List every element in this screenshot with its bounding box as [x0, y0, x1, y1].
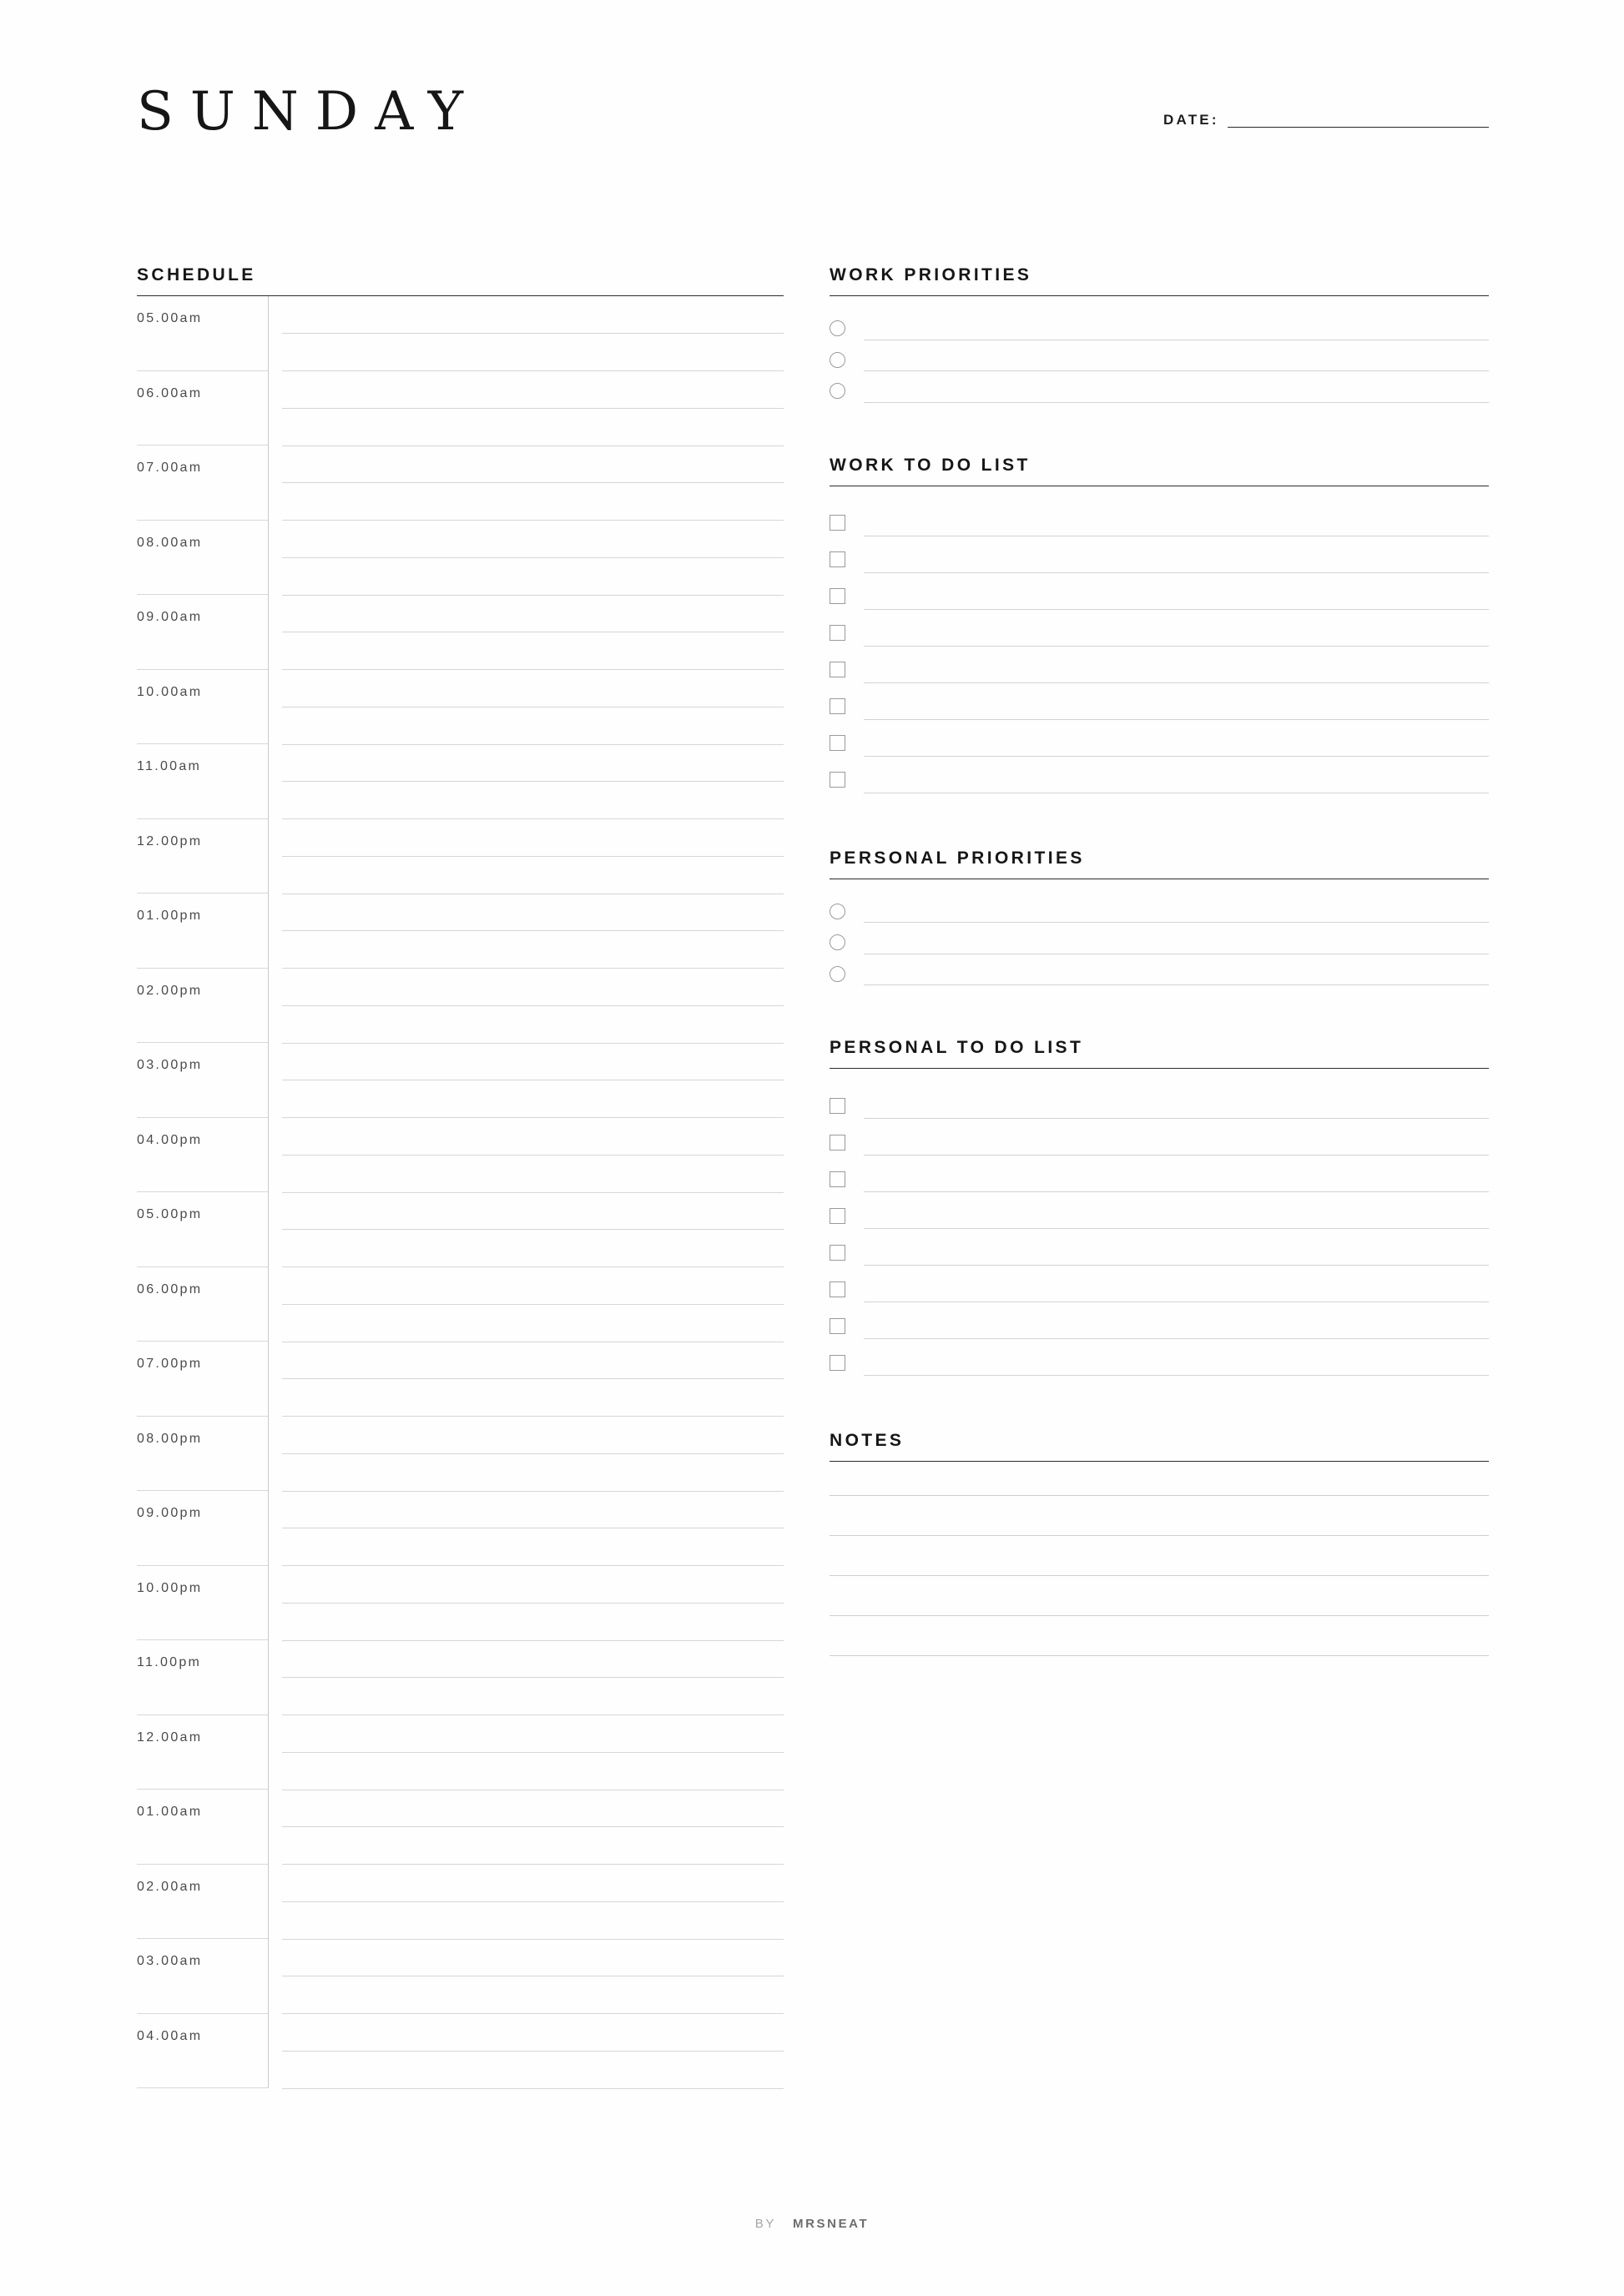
- schedule-entry-line[interactable]: [282, 1453, 784, 1454]
- todo-input-line[interactable]: [864, 572, 1489, 573]
- checkbox-icon[interactable]: [830, 662, 845, 677]
- schedule-row: [137, 1491, 784, 1566]
- schedule-row: [137, 595, 784, 670]
- work-todo-item[interactable]: [830, 688, 1489, 725]
- personal-priorities-list: [830, 896, 1489, 990]
- personal-todo-block: [830, 1038, 1489, 1381]
- todo-input-line[interactable]: [864, 1375, 1489, 1376]
- schedule-time-label: 11.00pm: [137, 1640, 269, 1715]
- priority-input-line[interactable]: [864, 984, 1489, 985]
- schedule-row: [137, 1715, 784, 1790]
- schedule-entry-field[interactable]: [269, 521, 784, 596]
- checkbox-icon[interactable]: [830, 1208, 845, 1224]
- checkbox-icon[interactable]: [830, 735, 845, 751]
- schedule-entry-line[interactable]: [282, 1155, 784, 1156]
- schedule-row: [137, 1640, 784, 1715]
- schedule-time-label: 02.00pm: [137, 969, 269, 1044]
- todo-input-line[interactable]: [864, 682, 1489, 683]
- schedule-time-label: 02.00am: [137, 1865, 269, 1940]
- checkbox-icon[interactable]: [830, 1281, 845, 1297]
- schedule-entry-line[interactable]: [282, 1378, 784, 1379]
- personal-todo-item[interactable]: [830, 1124, 1489, 1161]
- checkbox-icon[interactable]: [830, 1355, 845, 1371]
- radio-circle-icon[interactable]: [830, 352, 845, 368]
- schedule-entry-line[interactable]: [282, 557, 784, 558]
- schedule-entry-field[interactable]: [269, 595, 784, 670]
- checkbox-icon[interactable]: [830, 1245, 845, 1261]
- schedule-time-label: 05.00pm: [137, 1192, 269, 1267]
- notes-input-line[interactable]: [830, 1495, 1489, 1496]
- schedule-time-label: 09.00pm: [137, 1491, 269, 1566]
- priority-input-line[interactable]: [864, 370, 1489, 371]
- schedule-entry-line[interactable]: [282, 1677, 784, 1678]
- checkbox-icon[interactable]: [830, 588, 845, 604]
- checkbox-icon[interactable]: [830, 1318, 845, 1334]
- checkbox-icon[interactable]: [830, 625, 845, 641]
- schedule-entry-field[interactable]: [269, 1342, 784, 1417]
- schedule-entry-field[interactable]: [269, 1939, 784, 2014]
- schedule-entry-field[interactable]: [269, 1640, 784, 1715]
- footer: [0, 2217, 1624, 2231]
- schedule-entry-line[interactable]: [282, 482, 784, 483]
- todo-input-line[interactable]: [864, 646, 1489, 647]
- work-priority-item[interactable]: [830, 313, 1489, 345]
- work-priorities-heading: WORK PRIORITIES: [830, 265, 1489, 296]
- personal-todo-item[interactable]: [830, 1234, 1489, 1271]
- work-todo-list: [830, 505, 1489, 798]
- schedule-entry-line[interactable]: [282, 1901, 784, 1902]
- schedule-entry-line[interactable]: [282, 1826, 784, 1827]
- schedule-entry-field[interactable]: [269, 296, 784, 371]
- radio-circle-icon[interactable]: [830, 383, 845, 399]
- schedule-entry-field[interactable]: [269, 894, 784, 969]
- schedule-time-label: 05.00am: [137, 296, 269, 371]
- schedule-time-label: 10.00am: [137, 670, 269, 745]
- schedule-row: [137, 1417, 784, 1492]
- schedule-entry-line[interactable]: [282, 781, 784, 782]
- work-priority-item[interactable]: [830, 345, 1489, 376]
- todo-input-line[interactable]: [864, 1265, 1489, 1266]
- work-priority-item[interactable]: [830, 375, 1489, 407]
- todo-input-line[interactable]: [864, 1191, 1489, 1192]
- spacer: [830, 798, 1489, 848]
- footer-brand: MRSNEAT: [793, 2217, 870, 2231]
- spacer: [830, 1381, 1489, 1431]
- notes-heading: NOTES: [830, 1431, 1489, 1462]
- work-todo-item[interactable]: [830, 578, 1489, 615]
- checkbox-icon[interactable]: [830, 515, 845, 531]
- schedule-entry-line[interactable]: [282, 1603, 784, 1604]
- schedule-row: [137, 1118, 784, 1193]
- radio-circle-icon[interactable]: [830, 934, 845, 950]
- schedule-entry-line[interactable]: [282, 1005, 784, 1006]
- footer-prefix: BY: [754, 2217, 776, 2231]
- schedule-row: [137, 1192, 784, 1267]
- notes-input-line[interactable]: [830, 1535, 1489, 1536]
- schedule-time-label: 04.00am: [137, 2014, 269, 2089]
- personal-priority-item[interactable]: [830, 927, 1489, 959]
- date-label: DATE:: [1163, 112, 1219, 128]
- checkbox-icon[interactable]: [830, 772, 845, 788]
- personal-todo-item[interactable]: [830, 1087, 1489, 1124]
- schedule-entry-line[interactable]: [282, 1752, 784, 1753]
- schedule-time-label: 08.00pm: [137, 1417, 269, 1492]
- todo-input-line[interactable]: [864, 719, 1489, 720]
- schedule-time-label: 01.00am: [137, 1790, 269, 1865]
- checkbox-icon[interactable]: [830, 1171, 845, 1187]
- personal-todo-item[interactable]: [830, 1197, 1489, 1234]
- todo-input-line[interactable]: [864, 609, 1489, 610]
- notes-block: [830, 1431, 1489, 1656]
- notes-lines: [830, 1495, 1489, 1656]
- schedule-entry-line[interactable]: [282, 333, 784, 334]
- priority-input-line[interactable]: [864, 922, 1489, 923]
- personal-todo-item[interactable]: [830, 1307, 1489, 1344]
- schedule-entry-field[interactable]: [269, 2014, 784, 2089]
- personal-priority-item[interactable]: [830, 959, 1489, 990]
- personal-todo-item[interactable]: [830, 1271, 1489, 1307]
- work-priorities-list: [830, 313, 1489, 407]
- schedule-time-label: 10.00pm: [137, 1566, 269, 1641]
- lists-column: [830, 265, 1489, 1695]
- todo-input-line[interactable]: [864, 1155, 1489, 1156]
- work-todo-heading: WORK TO DO LIST: [830, 456, 1489, 486]
- schedule-row: [137, 1865, 784, 1940]
- schedule-row: [137, 1043, 784, 1118]
- schedule-entry-field[interactable]: [269, 744, 784, 819]
- personal-todo-heading: PERSONAL TO DO LIST: [830, 1038, 1489, 1069]
- work-todo-block: [830, 456, 1489, 798]
- schedule-row: [137, 446, 784, 521]
- schedule-row: [137, 521, 784, 596]
- personal-todo-item[interactable]: [830, 1344, 1489, 1381]
- schedule-row: [137, 1566, 784, 1641]
- schedule-row: [137, 969, 784, 1044]
- notes-input-line[interactable]: [830, 1575, 1489, 1576]
- schedule-entry-line[interactable]: [282, 856, 784, 857]
- checkbox-icon[interactable]: [830, 551, 845, 567]
- personal-priorities-heading: PERSONAL PRIORITIES: [830, 848, 1489, 879]
- spacer: [830, 989, 1489, 1038]
- schedule-time-label: 06.00pm: [137, 1267, 269, 1342]
- schedule-entry-field[interactable]: [269, 1118, 784, 1193]
- schedule-row: [137, 1790, 784, 1865]
- todo-input-line[interactable]: [864, 1338, 1489, 1339]
- schedule-entry-field[interactable]: [269, 1491, 784, 1566]
- checkbox-icon[interactable]: [830, 698, 845, 714]
- work-todo-item[interactable]: [830, 762, 1489, 798]
- schedule-time-label: 03.00pm: [137, 1043, 269, 1118]
- schedule-row: [137, 296, 784, 371]
- work-priorities-block: [830, 265, 1489, 407]
- work-todo-item[interactable]: [830, 725, 1489, 762]
- date-input-line[interactable]: [1228, 127, 1489, 128]
- schedule-row: [137, 1342, 784, 1417]
- schedule-time-label: 01.00pm: [137, 894, 269, 969]
- schedule-entry-field[interactable]: [269, 1192, 784, 1267]
- schedule-entry-field[interactable]: [269, 1267, 784, 1342]
- schedule-entry-line[interactable]: [282, 2088, 784, 2089]
- todo-input-line[interactable]: [864, 756, 1489, 757]
- schedule-entry-line[interactable]: [282, 1304, 784, 1305]
- schedule-entry-line[interactable]: [282, 1229, 784, 1230]
- schedule-entry-field[interactable]: [269, 670, 784, 745]
- todo-input-line[interactable]: [864, 1118, 1489, 1119]
- schedule-row: [137, 670, 784, 745]
- schedule-heading: SCHEDULE: [137, 265, 784, 296]
- schedule-row: [137, 1939, 784, 2014]
- schedule-time-label: 12.00am: [137, 1715, 269, 1790]
- schedule-time-label: 07.00pm: [137, 1342, 269, 1417]
- schedule-time-label: 12.00pm: [137, 819, 269, 894]
- personal-todo-list: [830, 1087, 1489, 1381]
- radio-circle-icon[interactable]: [830, 904, 845, 919]
- schedule-entry-field[interactable]: [269, 969, 784, 1044]
- schedule-row: [137, 744, 784, 819]
- schedule-time-label: 09.00am: [137, 595, 269, 670]
- page-title: SUNDAY: [137, 81, 480, 143]
- schedule-time-label: 07.00am: [137, 446, 269, 521]
- schedule-time-label: 04.00pm: [137, 1118, 269, 1193]
- schedule-entry-field[interactable]: [269, 1043, 784, 1118]
- work-todo-item[interactable]: [830, 652, 1489, 688]
- notes-input-line[interactable]: [830, 1615, 1489, 1616]
- radio-circle-icon[interactable]: [830, 966, 845, 982]
- checkbox-icon[interactable]: [830, 1098, 845, 1114]
- notes-input-line[interactable]: [830, 1655, 1489, 1656]
- schedule-list: [137, 296, 784, 2088]
- work-todo-item[interactable]: [830, 505, 1489, 541]
- page-header: [137, 73, 1489, 174]
- priority-input-line[interactable]: [864, 402, 1489, 403]
- schedule-entry-field[interactable]: [269, 1417, 784, 1492]
- schedule-entry-field[interactable]: [269, 1566, 784, 1641]
- todo-input-line[interactable]: [864, 1228, 1489, 1229]
- schedule-entry-field[interactable]: [269, 446, 784, 521]
- schedule-entry-field[interactable]: [269, 1790, 784, 1865]
- schedule-time-label: 08.00am: [137, 521, 269, 596]
- schedule-row: [137, 371, 784, 446]
- schedule-entry-line[interactable]: [282, 408, 784, 409]
- schedule-row: [137, 819, 784, 894]
- spacer: [830, 407, 1489, 456]
- schedule-entry-field[interactable]: [269, 371, 784, 446]
- schedule-time-label: 03.00am: [137, 1939, 269, 2014]
- personal-priority-item[interactable]: [830, 896, 1489, 928]
- schedule-time-label: 11.00am: [137, 744, 269, 819]
- date-field-group[interactable]: [1163, 112, 1489, 132]
- radio-circle-icon[interactable]: [830, 320, 845, 336]
- work-todo-item[interactable]: [830, 615, 1489, 652]
- schedule-time-label: 06.00am: [137, 371, 269, 446]
- schedule-column: [137, 265, 784, 2088]
- personal-todo-item[interactable]: [830, 1161, 1489, 1197]
- work-todo-item[interactable]: [830, 541, 1489, 578]
- schedule-entry-field[interactable]: [269, 1715, 784, 1790]
- schedule-entry-field[interactable]: [269, 1865, 784, 1940]
- personal-priorities-block: [830, 848, 1489, 990]
- schedule-entry-field[interactable]: [269, 819, 784, 894]
- checkbox-icon[interactable]: [830, 1135, 845, 1151]
- schedule-row: [137, 1267, 784, 1342]
- schedule-entry-line[interactable]: [282, 2051, 784, 2052]
- schedule-entry-line[interactable]: [282, 930, 784, 931]
- schedule-row: [137, 894, 784, 969]
- schedule-row: [137, 2014, 784, 2089]
